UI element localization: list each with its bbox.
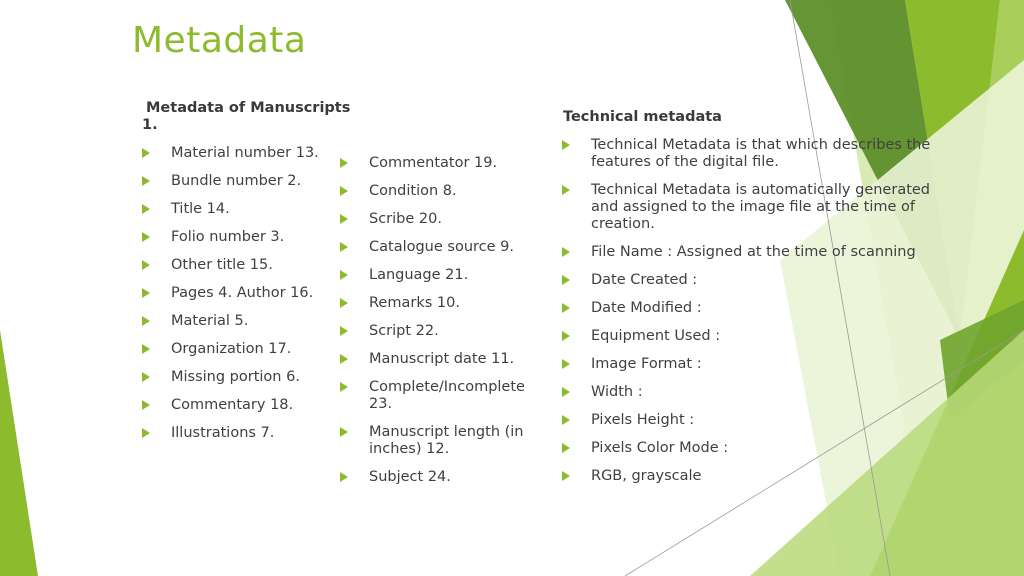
bullet-arrow-icon	[340, 242, 348, 252]
list-item: Bundle number 2.	[142, 173, 332, 190]
left-edge-stripe	[0, 330, 38, 576]
bullet-arrow-icon	[142, 204, 150, 214]
manuscripts-heading-line1: Metadata of Manuscripts	[146, 100, 351, 116]
bullet-arrow-icon	[142, 400, 150, 410]
list-item: Image Format :	[562, 356, 942, 373]
bullet-arrow-icon	[562, 275, 570, 285]
bullet-arrow-icon	[562, 359, 570, 369]
bullet-arrow-icon	[562, 185, 570, 195]
list-item: Missing portion 6.	[142, 369, 332, 386]
list-item: Date Created :	[562, 272, 942, 289]
list-item: Width :	[562, 384, 942, 401]
bullet-arrow-icon	[142, 176, 150, 186]
bullet-arrow-icon	[340, 472, 348, 482]
bullet-arrow-icon	[340, 158, 348, 168]
list-item: Commentary 18.	[142, 397, 332, 414]
manuscripts-heading-line2: 1.	[142, 117, 158, 133]
bullet-arrow-icon	[142, 428, 150, 438]
list-item: Commentator 19.	[340, 155, 535, 172]
list-item: Title 14.	[142, 201, 332, 218]
bullet-arrow-icon	[562, 471, 570, 481]
bullet-arrow-icon	[142, 344, 150, 354]
list-item: Language 21.	[340, 267, 535, 284]
list-item: Folio number 3.	[142, 229, 332, 246]
list-item: Date Modified :	[562, 300, 942, 317]
technical-heading: Technical metadata	[563, 109, 722, 125]
list-item: RGB, grayscale	[562, 468, 942, 485]
bullet-arrow-icon	[142, 288, 150, 298]
list-item: Manuscript length (in inches) 12.	[340, 424, 535, 458]
slide-title: Metadata	[132, 20, 307, 61]
bullet-arrow-icon	[142, 372, 150, 382]
bullet-arrow-icon	[340, 382, 348, 392]
manuscript-fields-list-2	[340, 155, 535, 497]
bullet-arrow-icon	[562, 415, 570, 425]
list-item: Technical Metadata is automatically generated and assigned to the image file at the time of creation.	[562, 182, 942, 233]
bullet-arrow-icon	[562, 331, 570, 341]
list-item: Remarks 10.	[340, 295, 535, 312]
list-item: Subject 24.	[340, 469, 535, 486]
list-item: Script 22.	[340, 323, 535, 340]
bullet-arrow-icon	[340, 270, 348, 280]
bullet-arrow-icon	[562, 303, 570, 313]
list-item: Pixels Color Mode :	[562, 440, 942, 457]
list-item: Scribe 20.	[340, 211, 535, 228]
bullet-arrow-icon	[562, 443, 570, 453]
bullet-arrow-icon	[340, 354, 348, 364]
list-item: Catalogue source 9.	[340, 239, 535, 256]
bullet-arrow-icon	[340, 298, 348, 308]
technical-metadata-list	[562, 137, 942, 496]
list-item: Complete/Incomplete 23.	[340, 379, 535, 413]
bullet-arrow-icon	[340, 186, 348, 196]
list-item: Illustrations 7.	[142, 425, 332, 442]
bullet-arrow-icon	[562, 247, 570, 257]
list-item: Pages 4. Author 16.	[142, 285, 332, 302]
list-item: File Name : Assigned at the time of scanning	[562, 244, 942, 261]
list-item: Condition 8.	[340, 183, 535, 200]
list-item: Manuscript date 11.	[340, 351, 535, 368]
bullet-arrow-icon	[340, 214, 348, 224]
bullet-arrow-icon	[562, 140, 570, 150]
bullet-arrow-icon	[562, 387, 570, 397]
bullet-arrow-icon	[340, 326, 348, 336]
list-item: Material 5.	[142, 313, 332, 330]
bullet-arrow-icon	[340, 427, 348, 437]
list-item: Equipment Used :	[562, 328, 942, 345]
list-item: Pixels Height :	[562, 412, 942, 429]
manuscripts-heading	[142, 100, 351, 134]
bullet-arrow-icon	[142, 148, 150, 158]
manuscript-fields-list-1	[142, 145, 332, 453]
list-item: Technical Metadata is that which describes the features of the digital file.	[562, 137, 942, 171]
bullet-arrow-icon	[142, 260, 150, 270]
list-item: Organization 17.	[142, 341, 332, 358]
bullet-arrow-icon	[142, 232, 150, 242]
list-item: Other title 15.	[142, 257, 332, 274]
list-item: Material number 13.	[142, 145, 332, 162]
bullet-arrow-icon	[142, 316, 150, 326]
